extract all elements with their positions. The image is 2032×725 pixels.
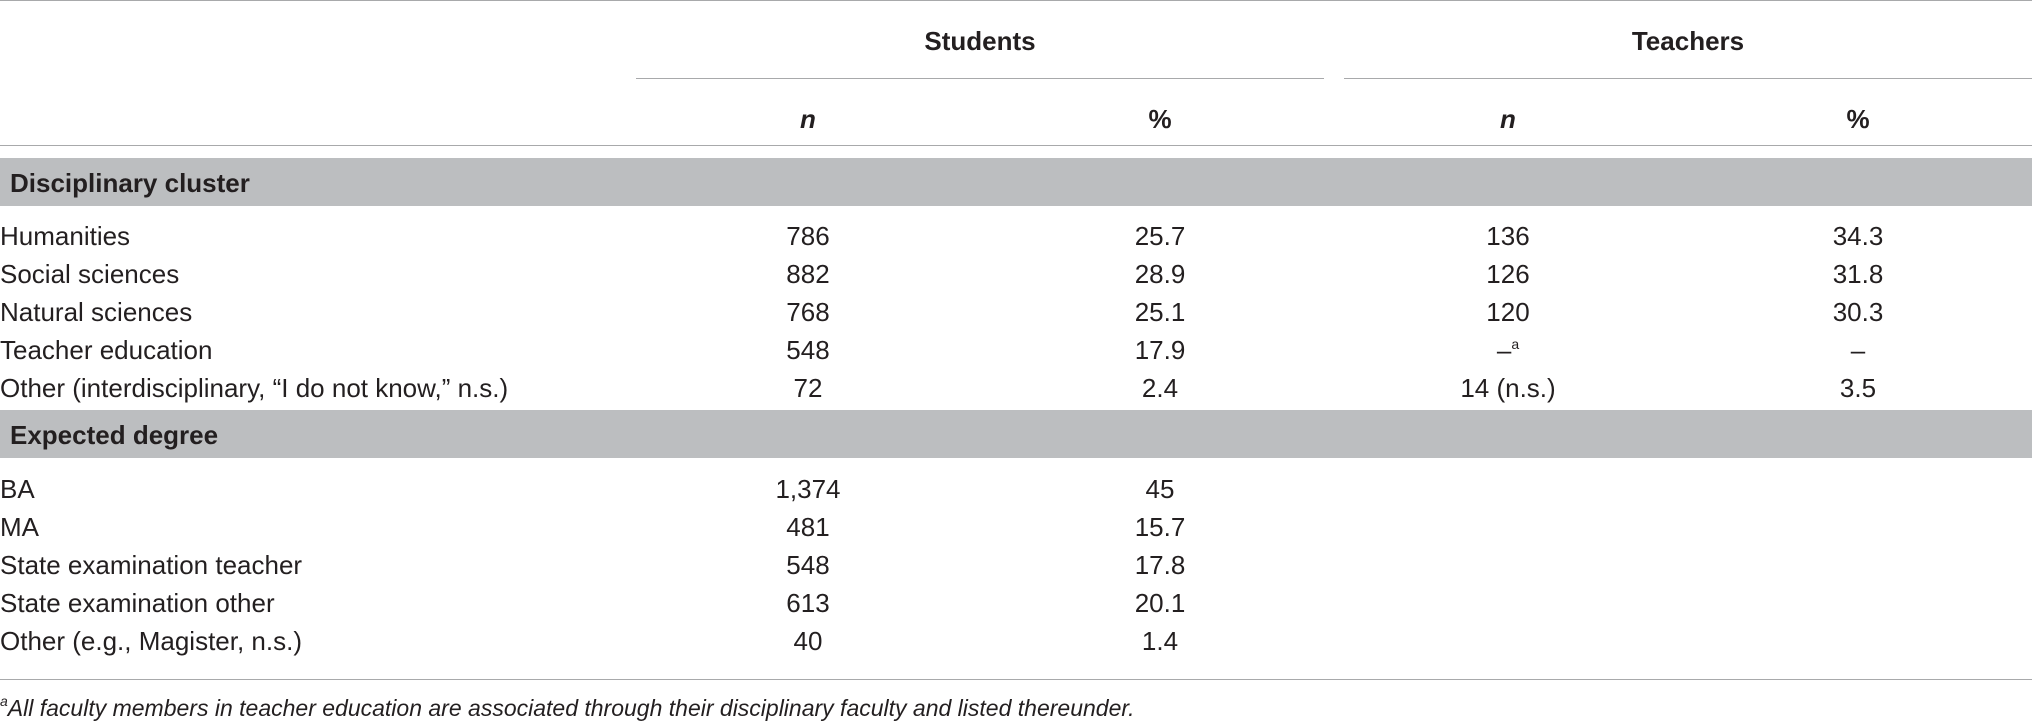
table-footnote: [0, 693, 1135, 721]
teachers-n-header: n: [1500, 104, 1516, 134]
footnote-marker: a: [0, 693, 8, 709]
teachers-percent-header: %: [1846, 104, 1870, 134]
cell-students-n: 768: [786, 297, 830, 327]
students-n-header: n: [800, 104, 816, 134]
cell-teachers-n: [1408, 337, 1608, 363]
cell-students-percent: 17.8: [1134, 550, 1186, 580]
cell-students-percent: 15.7: [1134, 512, 1186, 542]
cell-students-n: 613: [786, 588, 830, 618]
cell-students-percent: 25.1: [1134, 297, 1186, 327]
row-label: Humanities: [0, 221, 131, 251]
cell-teachers-percent: –: [1850, 335, 1866, 365]
teachers-group-rule: [1344, 78, 2032, 79]
section-band-disciplinary: [0, 158, 2032, 206]
row-label: Teacher education: [0, 335, 213, 365]
students-group-header: Students: [924, 26, 1036, 56]
cell-teachers-n: 120: [1486, 297, 1530, 327]
row-label: State examination teacher: [0, 550, 303, 580]
table-top-rule: [0, 0, 2032, 1]
cell-students-n: 786: [786, 221, 830, 251]
cell-students-n: 548: [786, 550, 830, 580]
cell-students-n: 40: [793, 626, 823, 656]
header-bottom-rule: [0, 145, 2032, 146]
cell-students-percent: 2.4: [1141, 373, 1179, 403]
cell-students-percent: 45: [1145, 474, 1175, 504]
section-band-expected-degree: [0, 410, 2032, 458]
cell-students-percent: 20.1: [1134, 588, 1186, 618]
cell-students-n: 882: [786, 259, 830, 289]
students-percent-header: %: [1148, 104, 1172, 134]
dash-value: –: [1496, 335, 1512, 365]
cell-students-n: 548: [786, 335, 830, 365]
teachers-group-header: Teachers: [1631, 26, 1745, 56]
section-title: Disciplinary cluster: [10, 168, 250, 198]
cell-students-n: 1,374: [775, 474, 841, 504]
section-title: Expected degree: [10, 420, 219, 450]
row-label: Other (e.g., Magister, n.s.): [0, 626, 302, 656]
cell-students-percent: 1.4: [1141, 626, 1179, 656]
cell-teachers-percent: 30.3: [1832, 297, 1884, 327]
row-label: State examination other: [0, 588, 275, 618]
cell-students-percent: 17.9: [1134, 335, 1186, 365]
table-bottom-rule: [0, 679, 2032, 680]
row-label: MA: [0, 512, 39, 542]
row-label: Social sciences: [0, 259, 180, 289]
cell-teachers-n: 136: [1486, 221, 1530, 251]
cell-teachers-percent: 34.3: [1832, 221, 1884, 251]
footnote-marker: a: [1511, 336, 1520, 352]
row-label: Other (interdisciplinary, “I do not know,” n.s.): [0, 373, 509, 403]
cell-teachers-percent: 3.5: [1839, 373, 1877, 403]
row-label: Natural sciences: [0, 297, 193, 327]
row-label: BA: [0, 474, 35, 504]
cell-teachers-n: 126: [1486, 259, 1530, 289]
cell-students-n: 481: [786, 512, 830, 542]
cell-teachers-percent: 31.8: [1832, 259, 1884, 289]
cell-students-percent: 28.9: [1134, 259, 1186, 289]
students-group-rule: [636, 78, 1324, 79]
footnote-text: All faculty members in teacher education are associated through their disciplinary faculty and listed thereunder.: [7, 695, 1135, 721]
cell-students-percent: 25.7: [1134, 221, 1186, 251]
cell-teachers-n: 14 (n.s.): [1460, 373, 1556, 403]
cell-students-n: 72: [793, 373, 823, 403]
